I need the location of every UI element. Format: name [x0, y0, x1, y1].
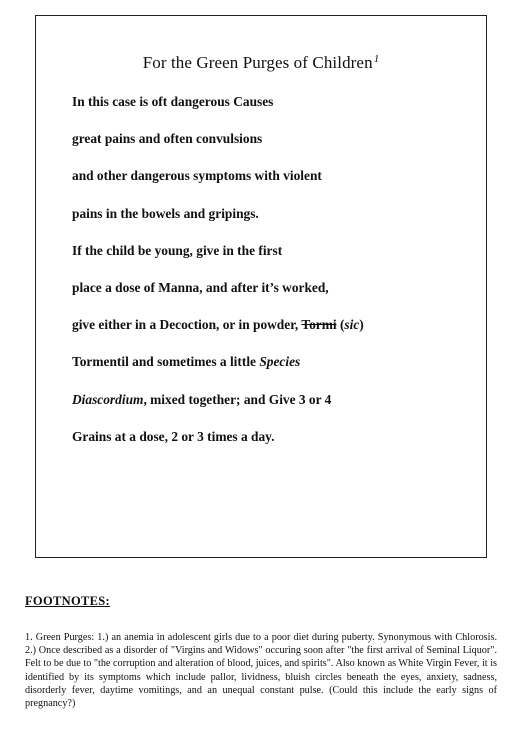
sic-note: sic [344, 317, 360, 333]
paren-open: ( [336, 317, 345, 333]
recipe-line-text: , mixed together; and Give 3 or 4 [143, 391, 332, 407]
recipe-line-text: and other dangerous symptoms with violent [72, 168, 322, 184]
recipe-line-text: Grains at a dose, 2 or 3 times a day. [72, 428, 275, 444]
recipe-line-text: In this case is oft dangerous Causes [72, 94, 274, 109]
italic-term: Diascordium [72, 391, 144, 407]
footnote-1: 1. Green Purges: 1.) an anemia in adolescent girls due to a poor diet during puberty. Synonymous with Chlorosis. 2.) Once described as a disorder of "Virgins and Widows" occuring soon after "the first arrival of Seminal Liquor". Felt to be due to "the corruption and alteration of blood, juices, and spirits". Also known as White Virgin Fever, it is identified by its symptoms which include pallor, lividness, bluish circles beneath the eyes, anxiety, sadness, disorderly fever, daytime vomitings, and an unequal constant pulse. (Could this include the early signs of pregnancy?) [25, 632, 497, 710]
recipe-line [72, 206, 472, 243]
recipe-line-text: If the child be young, give in the first [72, 242, 283, 258]
recipe-line [72, 168, 472, 205]
recipe-line [72, 243, 472, 280]
recipe-line-text: pains in the bowels and gripings. [72, 205, 259, 221]
recipe-line [72, 94, 472, 131]
recipe-line-text: great pains and often convulsions [72, 131, 263, 147]
recipe-line-text: Tormentil and sometimes a little [72, 354, 260, 370]
paren-close: ) [359, 317, 364, 333]
struck-word: Tormi [301, 317, 337, 333]
recipe-line [72, 354, 472, 391]
recipe-line [72, 131, 472, 168]
footnote-marker: 1 [373, 53, 380, 65]
recipe-body [72, 94, 472, 466]
italic-term: Species [259, 354, 301, 370]
recipe-box [35, 15, 487, 558]
recipe-line-text: place a dose of Manna, and after it’s worked, [72, 279, 329, 295]
recipe-line [72, 429, 472, 466]
recipe-line [72, 392, 472, 429]
footnotes-section [25, 594, 497, 710]
footnotes-heading: FOOTNOTES: [25, 594, 110, 608]
recipe-line [72, 280, 472, 317]
recipe-line [72, 317, 472, 354]
recipe-title-text: For the Green Purges of Children [142, 53, 373, 72]
recipe-title [36, 53, 486, 73]
recipe-line-text: give either in a Decoction, or in powder, [72, 317, 302, 333]
